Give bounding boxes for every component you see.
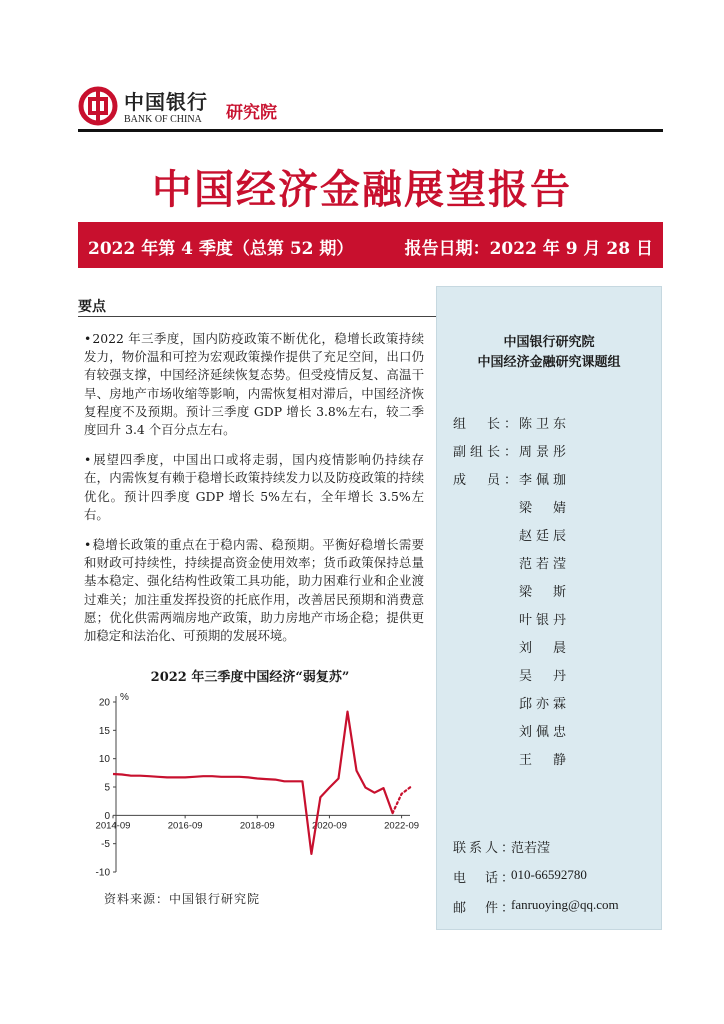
phone-number: 010-66592780 — [511, 867, 587, 882]
member-name: 赵廷辰 — [519, 529, 571, 544]
issue-banner — [78, 222, 663, 268]
contact-label: 联系人： — [453, 841, 518, 856]
summary-heading: 要点 — [78, 299, 106, 315]
y-tick-label: 15 — [98, 725, 110, 737]
sidebar-org: 中国银行研究院 — [503, 335, 595, 350]
y-tick-label: 5 — [104, 782, 110, 794]
members-label: 成 员： — [453, 473, 522, 488]
author-sidebar — [436, 286, 662, 930]
deputy-label: 副组长： — [453, 445, 522, 460]
x-tick-label: 2018-09 — [239, 820, 275, 832]
member-name: 李佩珈 — [519, 473, 571, 488]
phone-label: 电 话： — [453, 871, 518, 886]
summary-rule — [78, 316, 436, 317]
email-address: fanruoying@qq.com — [511, 897, 619, 912]
member-name: 刘佩忠 — [519, 725, 571, 740]
x-tick-label: 2014-09 — [95, 820, 131, 832]
report-title: 中国经济金融展望报告 — [152, 166, 572, 213]
bank-logo — [78, 86, 318, 130]
chart-source: 资料来源：中国银行研究院 — [104, 892, 261, 906]
x-tick-label: 2022-09 — [384, 820, 420, 832]
bank-of-china-logo-icon — [78, 86, 118, 126]
y-axis-unit: % — [120, 692, 129, 703]
member-name: 范若滢 — [519, 557, 571, 572]
report-date: 报告日期：2022 年 9 月 28 日 — [404, 239, 653, 259]
summary-bullet: • 稳增长政策的重点在于稳内需、稳预期。平衡好稳增长需要和财政可持续性，持续提高资金使用效率；货币政策保持总量基本稳定、强化结构性政策工具功能，助力困难行业和企业渡过难关；加注重发挥投资的托底作用，改善居民预期和消费意愿；优化供需两端房地产政策，助力房地产市场企稳；提供更加稳定和法治化、可预期的发展环境。 — [84, 536, 424, 645]
member-name: 吴 丹 — [519, 669, 571, 684]
y-tick-label: 0 — [104, 810, 110, 822]
gdp-growth-chart — [80, 684, 420, 884]
summary-bullets — [84, 330, 424, 657]
institute-name: 研究院 — [226, 103, 277, 123]
x-tick-label: 2016-09 — [167, 820, 203, 832]
logo-chinese-name: 中国银行 — [124, 90, 208, 114]
member-name: 梁 斯 — [519, 585, 571, 600]
sidebar-team: 中国经济金融研究课题组 — [477, 355, 621, 370]
y-tick-label: -5 — [101, 839, 110, 851]
deputy-name: 周景彤 — [519, 445, 571, 460]
header-rule — [78, 129, 663, 132]
contact-name: 范若滢 — [511, 840, 551, 855]
member-name: 邱亦霖 — [519, 697, 571, 712]
logo-english-name: BANK OF CHINA — [124, 114, 202, 125]
member-name: 叶银丹 — [519, 613, 571, 628]
leader-name: 陈卫东 — [519, 417, 571, 432]
gdp-growth-line — [113, 712, 393, 854]
email-label: 邮 件： — [453, 901, 518, 916]
summary-bullet: • 2022 年三季度，国内防疫政策不断优化，稳增长政策持续发力，物价温和可控为宏观政策操作提供了充足空间，出口仍有较强支撑，中国经济延续恢复态势。但受疫情反复、高温干旱、房地产市场收缩等影响，内需恢复相对滞后，中国经济恢复程度不及预期。预计三季度 GDP 增长 3.8%左右，较二季度回升 3.4 个百分点左右。 — [84, 330, 424, 439]
member-name: 刘 晨 — [519, 641, 571, 656]
member-name: 梁 婧 — [519, 501, 571, 516]
forecast-gdp-line — [393, 787, 411, 813]
x-tick-label: 2020-09 — [311, 820, 347, 832]
chart-title: 2022 年三季度中国经济“弱复苏” — [150, 670, 350, 685]
leader-label: 组 长： — [453, 417, 522, 432]
y-tick-label: 10 — [98, 754, 110, 766]
member-name: 王 静 — [519, 753, 571, 768]
issue-number: 2022 年第 4 季度（总第 52 期） — [88, 239, 354, 259]
y-tick-label: 20 — [98, 697, 110, 709]
y-tick-label: -10 — [95, 867, 110, 879]
summary-bullet: • 展望四季度，中国出口或将走弱，国内疫情影响仍持续存在，内需恢复有赖于稳增长政策持续发力以及防疫政策的持续优化。预计四季度 GDP 增长 5%左右，全年增长 3.5%左右。 — [84, 451, 424, 524]
